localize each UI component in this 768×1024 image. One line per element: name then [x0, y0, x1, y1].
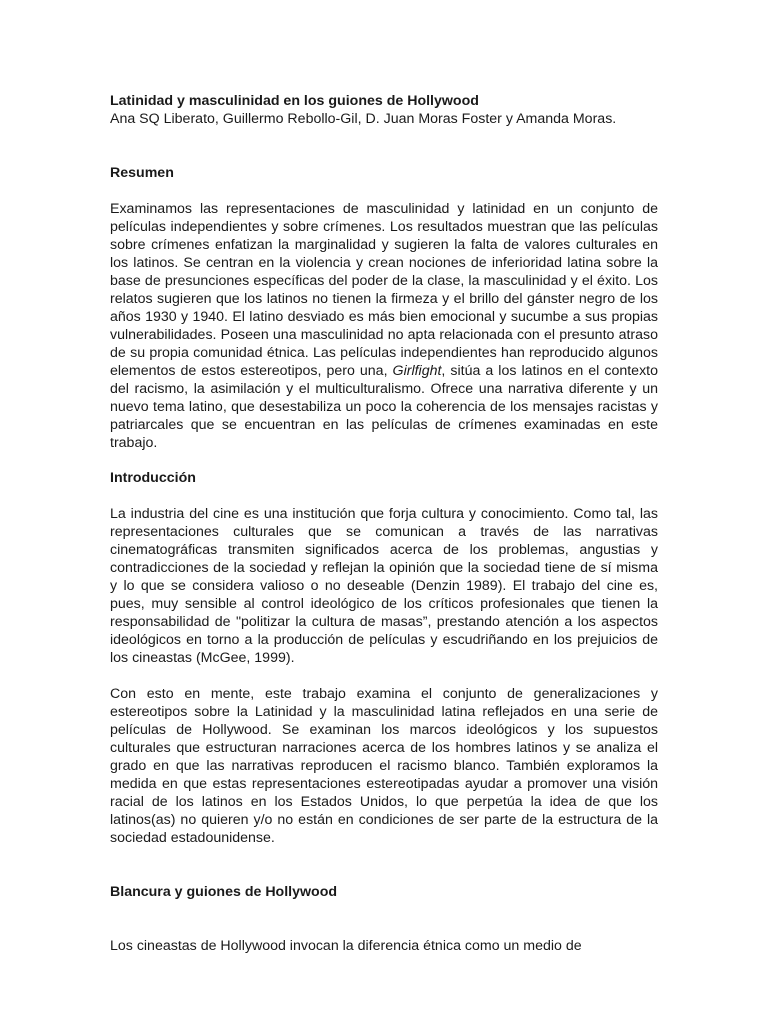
spacer: [110, 847, 658, 883]
resumen-text-part-2: , sitúa a los latinos en el contexto del racismo, la asimilación y el multiculturalismo. Ofrece una narrativa diferente y un nuevo tema latino, que desestabiliza un poco la coherencia de los mensajes racistas y patriarcales que se encuentran en las películas de crímenes examinadas en este trabajo.: [110, 363, 658, 451]
section-heading-resumen: Resumen: [110, 165, 174, 181]
spacer: [110, 182, 658, 200]
spacer: [110, 487, 658, 505]
resumen-paragraph: [110, 200, 658, 452]
spacer: [110, 452, 658, 469]
section-heading-introduccion: Introducción: [110, 470, 196, 486]
introduccion-paragraph-1: La industria del cine es una institución que forja cultura y conocimiento. Como tal, las representaciones culturales que se comunican a través de las narrativas cinematográficas transmiten significados acerca de los problemas, angustias y contradicciones de la sociedad y reflejan la opinión que la sociedad tiene de sí misma y lo que se considera valioso o no deseable (Denzin 1989). El trabajo del cine es, pues, muy sensible al control ideológico de los críticos profesionales que tienen la responsabilidad de "politizar la cultura de masas”, prestando atención a los aspectos ideológicos en torno a la producción de películas y escudriñando en los prejuicios de los cineastas (McGee, 1999).: [110, 506, 658, 666]
spacer: [110, 667, 658, 685]
film-title-italic: Girlfight: [392, 363, 442, 379]
resumen-text-part-1: Examinamos las representaciones de masculinidad y latinidad en un conjunto de películas independientes y sobre crímenes. Los resultados muestran que las películas sobre crímenes enfatizan la marginalidad y sugieren la falta de valores culturales en los latinos. Se centran en la violencia y crean nociones de inferioridad latina sobre la base de presunciones específicas del poder de la clase, la masculinidad y el éxito. Los relatos sugieren que los latinos no tienen la firmeza y el brillo del gánster negro de los años 1930 y 1940. El latino desviado es más bien emocional y sucumbe a sus propias vulnerabilidades. Poseen una masculinidad no apta relacionada con el presunto atraso de su propia comunidad étnica. Las películas independientes han reproducido algunos elementos de estos estereotipos, pero una,: [110, 201, 658, 379]
document-authors: Ana SQ Liberato, Guillermo Rebollo-Gil, D. Juan Moras Foster y Amanda Moras.: [110, 111, 617, 127]
spacer: [110, 901, 658, 937]
spacer: [110, 128, 658, 164]
introduccion-paragraph-2: Con esto en mente, este trabajo examina el conjunto de generalizaciones y estereotipos sobre la Latinidad y la masculinidad latina reflejados en una serie de películas de Hollywood. Se examinan los marcos ideológicos y los supuestos culturales que estructuran narraciones acerca de los hombres latinos y se analiza el grado en que las narrativas reproducen el racismo blanco. También exploramos la medida en que estas representaciones estereotipadas ayudar a promover una visión racial de los latinos en los Estados Unidos, lo que perpetúa la idea de que los latinos(as) no quieren y/o no están en condiciones de ser parte de la estructura de la sociedad estadounidense.: [110, 686, 658, 846]
section-heading-blancura: Blancura y guiones de Hollywood: [110, 884, 338, 900]
document-title: Latinidad y masculinidad en los guiones de Hollywood: [110, 93, 479, 109]
blancura-paragraph-1: Los cineastas de Hollywood invocan la diferencia étnica como un medio de: [110, 938, 582, 954]
